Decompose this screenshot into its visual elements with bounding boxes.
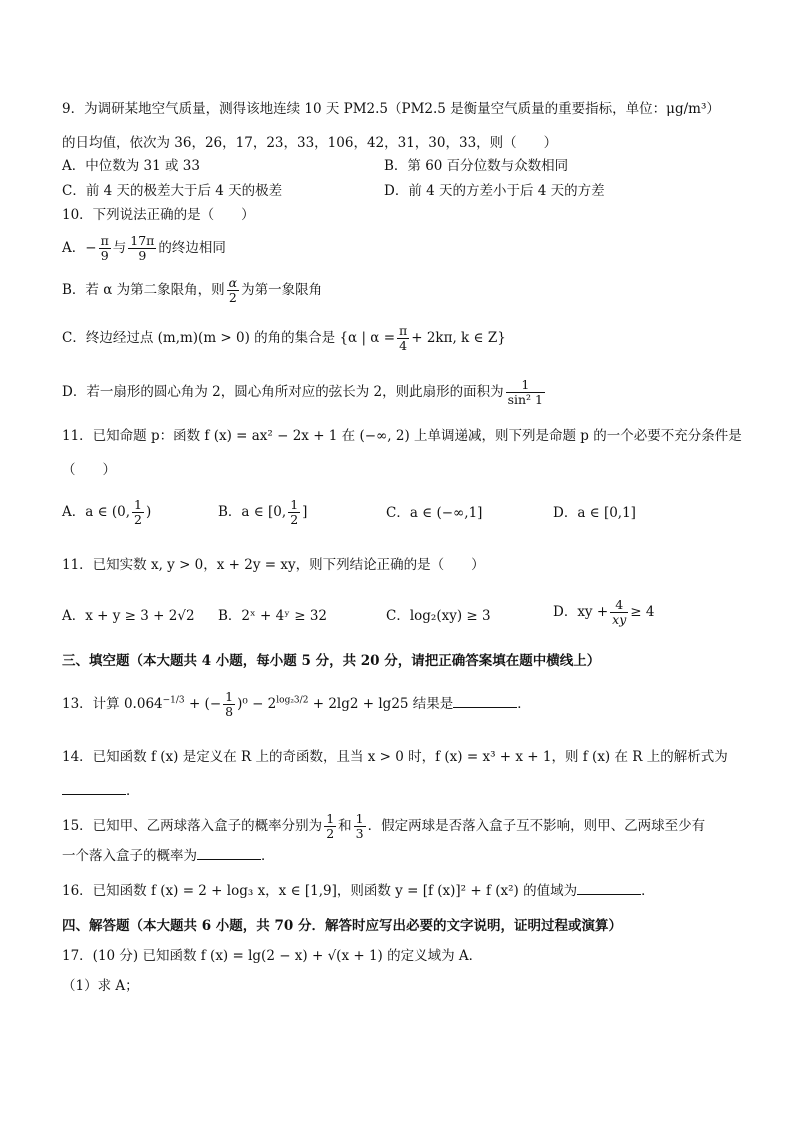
fraction (132, 498, 144, 527)
q15-line2-text: 一个落入盒子的概率为 (62, 848, 197, 864)
q10-c-prefix: C．终边经过点 (m,m)(m > 0) 的角的集合是 {α | α = (62, 330, 396, 346)
q13-mid-2: )⁰ − 2 (237, 696, 277, 712)
q17-line1: 17．(10 分) 已知函数 f (x) = lg(2 − x) + √(x + 1) 的定义域为 A． (62, 948, 483, 964)
q11a-option-a (62, 498, 151, 527)
answer-blank[interactable] (577, 882, 641, 895)
q16-text: 16．已知函数 f (x) = 2 + log₃ x，x ∈ [1,9]，则函数 y = [f (x)]² + f (x²) 的值域为 (62, 883, 578, 899)
numerator: 1 (290, 497, 299, 512)
q9-option-b: B．第 60 百分位数与众数相同 (384, 158, 569, 174)
q13 (62, 690, 531, 719)
q13-mid-1: + (− (188, 696, 222, 712)
q10-a-prefix: A．− (62, 240, 97, 256)
q10-option-c (62, 324, 506, 353)
fraction (99, 234, 111, 263)
answer-blank[interactable] (197, 847, 261, 860)
fraction (506, 378, 545, 407)
denominator: sin² 1 (507, 392, 543, 407)
fraction (324, 812, 336, 841)
section-4-heading: 四、解答题（本大题共 6 小题，共 70 分．解答时应写出必要的文字说明，证明过程或演算） (62, 918, 622, 934)
q15-end: ． (261, 848, 275, 864)
q16 (62, 882, 655, 900)
q15-line2 (62, 847, 275, 865)
q15-suffix: ．假定两球是否落入盒子互不影响，则甲、乙两球至少有 (367, 818, 706, 834)
q11a-b-prefix: B．a ∈ [0, (218, 504, 287, 520)
q15-mid: 和 (338, 818, 352, 834)
q10-b-suffix: 为第一象限角 (241, 282, 323, 298)
denominator: 2 (228, 290, 237, 305)
q10-option-a (62, 234, 226, 263)
q9-option-d: D．前 4 天的方差小于后 4 天的方差 (384, 183, 605, 199)
fraction (288, 498, 300, 527)
q10-a-suffix: 的终边相同 (158, 240, 226, 256)
q10-d-prefix: D．若一扇形的圆心角为 2，圆心角所对应的弦长为 2，则此扇形的面积为 (62, 384, 504, 400)
numerator: π (399, 323, 408, 338)
denominator: 9 (100, 248, 109, 263)
q9-option-c: C．前 4 天的极差大于后 4 天的极差 (62, 183, 283, 199)
q11a-a-prefix: A．a ∈ (0, (62, 504, 131, 520)
numerator: 4 (610, 598, 628, 613)
q14-line1: 14．已知函数 f (x) 是定义在 R 上的奇函数，且当 x > 0 时，f (x) = x³ + x + 1，则 f (x) 在 R 上的解析式为 (62, 749, 728, 765)
q14-end: ． (126, 783, 140, 799)
q11b-option-d (553, 598, 655, 627)
q16-end: ． (641, 883, 655, 899)
denominator: 2 (326, 826, 335, 841)
q10-option-d (62, 378, 547, 407)
q11b-option-a: A．x + y ≥ 3 + 2√2 (62, 608, 195, 624)
numerator: π (100, 233, 109, 248)
denominator: xy (612, 612, 627, 627)
q9-option-a: A．中位数为 31 或 33 (62, 158, 200, 174)
denominator: 4 (399, 338, 408, 353)
q13-suffix: + 2lg2 + lg25 结果是 (312, 696, 454, 712)
numerator: 1 (355, 811, 364, 826)
denominator: 2 (134, 512, 142, 527)
q11a-a-suffix: ) (145, 504, 152, 520)
q9-line2: 的日均值，依次为 36，26，17，23，33，106，42，31，30，33，则（ ） (62, 135, 558, 151)
q10-option-b (62, 276, 322, 305)
q17-line2: （1）求 A； (62, 978, 139, 994)
fraction (227, 276, 239, 305)
q11a-line2: （ ） (62, 462, 116, 478)
q10-stem: 10．下列说法正确的是（ ） (62, 207, 255, 223)
q11b-option-b: B．2ˣ + 4ʸ ≥ 32 (218, 608, 328, 624)
q10-c-suffix: + 2kπ, k ∈ Z} (411, 330, 506, 346)
q11b-d-prefix: D．xy + (553, 604, 609, 620)
q10-b-prefix: B．若 α 为第二象限角，则 (62, 282, 225, 298)
q11a-option-d: D．a ∈ [0,1] (553, 505, 636, 521)
fraction (610, 598, 628, 627)
q15-line1 (62, 812, 705, 841)
q15-prefix: 15．已知甲、乙两球落入盒子的概率分别为 (62, 818, 323, 834)
q11a-option-c: C．a ∈ (−∞,1] (386, 505, 483, 521)
answer-blank[interactable] (62, 782, 126, 795)
answer-blank[interactable] (453, 695, 517, 708)
q11b-d-suffix: ≥ 4 (630, 604, 655, 620)
section-3-heading: 三、填空题（本大题共 4 小题，每小题 5 分，共 20 分，请把正确答案填在题中横线上） (62, 653, 601, 669)
numerator: 17π (130, 233, 155, 248)
q11b-option-c: C．log₂(xy) ≥ 3 (386, 608, 491, 624)
q13-prefix: 13．计算 0.064 (62, 696, 163, 712)
q11a-line1: 11．已知命题 p：函数 f (x) = ax² − 2x + 1 在 (−∞, 2) 上单调递减，则下列是命题 p 的一个必要不充分条件是 (62, 428, 742, 444)
q9-line1: 9．为调研某地空气质量，测得该地连续 10 天 PM2.5（PM2.5 是衡量空气质量的重要指标，单位：μg/m³） (62, 101, 720, 117)
q14-line2 (62, 782, 140, 800)
denominator: 9 (138, 248, 147, 263)
fraction (397, 324, 409, 353)
denominator: 2 (290, 512, 299, 527)
fraction (128, 234, 156, 263)
denominator: 3 (355, 826, 364, 841)
q13-end: ． (517, 696, 531, 712)
fraction (223, 690, 235, 719)
fraction (354, 812, 366, 841)
q11b-stem: 11．已知实数 x, y > 0，x + 2y = xy，则下列结论正确的是（ ） (62, 557, 485, 573)
numerator: 1 (225, 689, 234, 704)
q10-a-mid: 与 (112, 240, 127, 256)
q13-exponent-1: −1/3 (162, 695, 185, 706)
q13-exponent-2: log₂3/2 (276, 695, 309, 706)
q11a-b-suffix: ] (302, 504, 308, 520)
numerator: 1 (326, 811, 335, 826)
denominator: 8 (225, 704, 234, 719)
q11a-option-b (218, 498, 307, 527)
numerator: 1 (506, 378, 545, 393)
numerator: 1 (134, 497, 142, 512)
numerator: α (228, 275, 238, 290)
